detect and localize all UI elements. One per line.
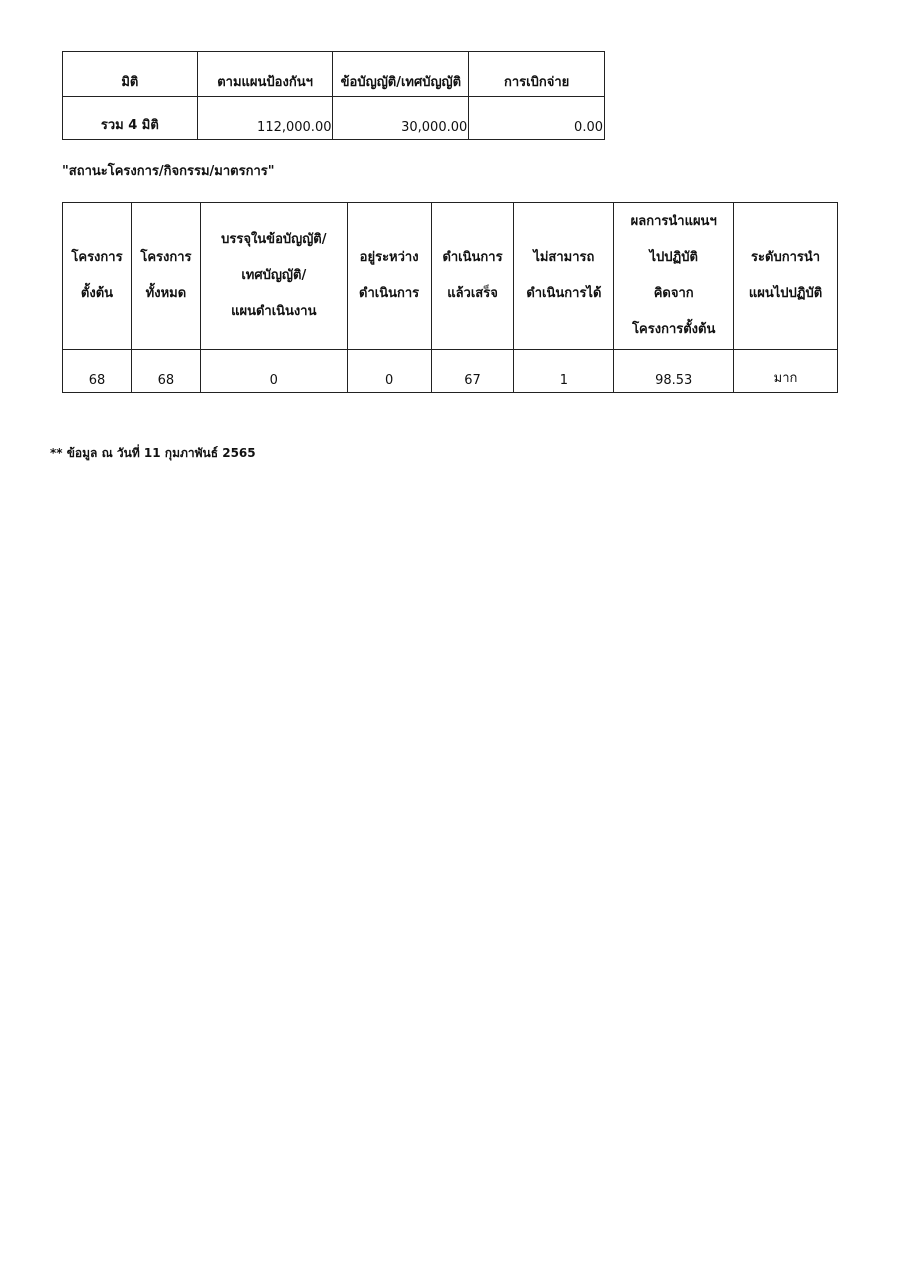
header-line: ดำเนินการได้ [526,286,602,301]
status-data-row [63,350,838,393]
in-progress-value: 0 [347,350,431,393]
status-header-included [200,203,347,350]
header-line: ดำเนินการ [359,286,420,301]
budget-total-row [63,97,605,140]
budget-header-row [63,52,605,97]
status-section-title: "สถานะโครงการ/กิจกรรม/มาตรการ" [62,164,275,179]
header-line: ดำเนินการ [442,250,503,265]
header-line: ไม่สามารถ [533,250,595,265]
initial-projects-value: 68 [63,350,132,393]
header-line: แผนไปปฏิบัติ [748,286,823,301]
header-line: โครงการ [71,250,123,265]
included-value: 0 [200,350,347,393]
status-header-initial-projects [63,203,132,350]
status-header-result-percent [614,203,734,350]
budget-table [62,51,605,140]
budget-disbursement-value: 0.00 [469,97,605,140]
header-line: โครงการ [140,250,192,265]
status-header-level [734,203,838,350]
header-line: บรรจุในข้อบัญญัติ/ [221,232,327,247]
level-value: มาก [734,350,838,393]
budget-plan-value: 112,000.00 [197,97,333,140]
total-projects-value: 68 [131,350,200,393]
header-line: แล้วเสร็จ [447,286,498,301]
completed-value: 67 [431,350,514,393]
header-line: ระดับการนำ [751,250,821,265]
header-line: เทศบัญญัติ/ [241,268,307,283]
unable-value: 1 [514,350,614,393]
status-header-unable [514,203,614,350]
status-header-completed [431,203,514,350]
header-line: ทั้งหมด [145,286,187,301]
budget-total-label: รวม 4 มิติ [63,97,198,140]
header-line: ตั้งต้น [80,286,114,301]
header-line: คิดจาก [653,286,694,301]
budget-ordinance-value: 30,000.00 [333,97,469,140]
status-header-total-projects [131,203,200,350]
result-percent-value: 98.53 [614,350,734,393]
budget-header-dimension: มิติ [63,52,198,97]
header-line: ผลการนำแผนฯ [630,214,717,229]
status-table [62,202,838,393]
header-line: แผนดำเนินงาน [231,304,317,319]
budget-header-plan: ตามแผนป้องกันฯ [197,52,333,97]
header-line: ไปปฏิบัติ [649,250,698,265]
status-header-in-progress [347,203,431,350]
data-date-footnote: ** ข้อมูล ณ วันที่ 11 กุมภาพันธ์ 2565 [50,446,256,460]
header-line: โครงการตั้งต้น [632,322,716,337]
status-header-row [63,203,838,350]
budget-header-ordinance: ข้อบัญญัติ/เทศบัญญัติ [333,52,469,97]
budget-header-disbursement: การเบิกจ่าย [469,52,605,97]
header-line: อยู่ระหว่าง [359,250,419,265]
